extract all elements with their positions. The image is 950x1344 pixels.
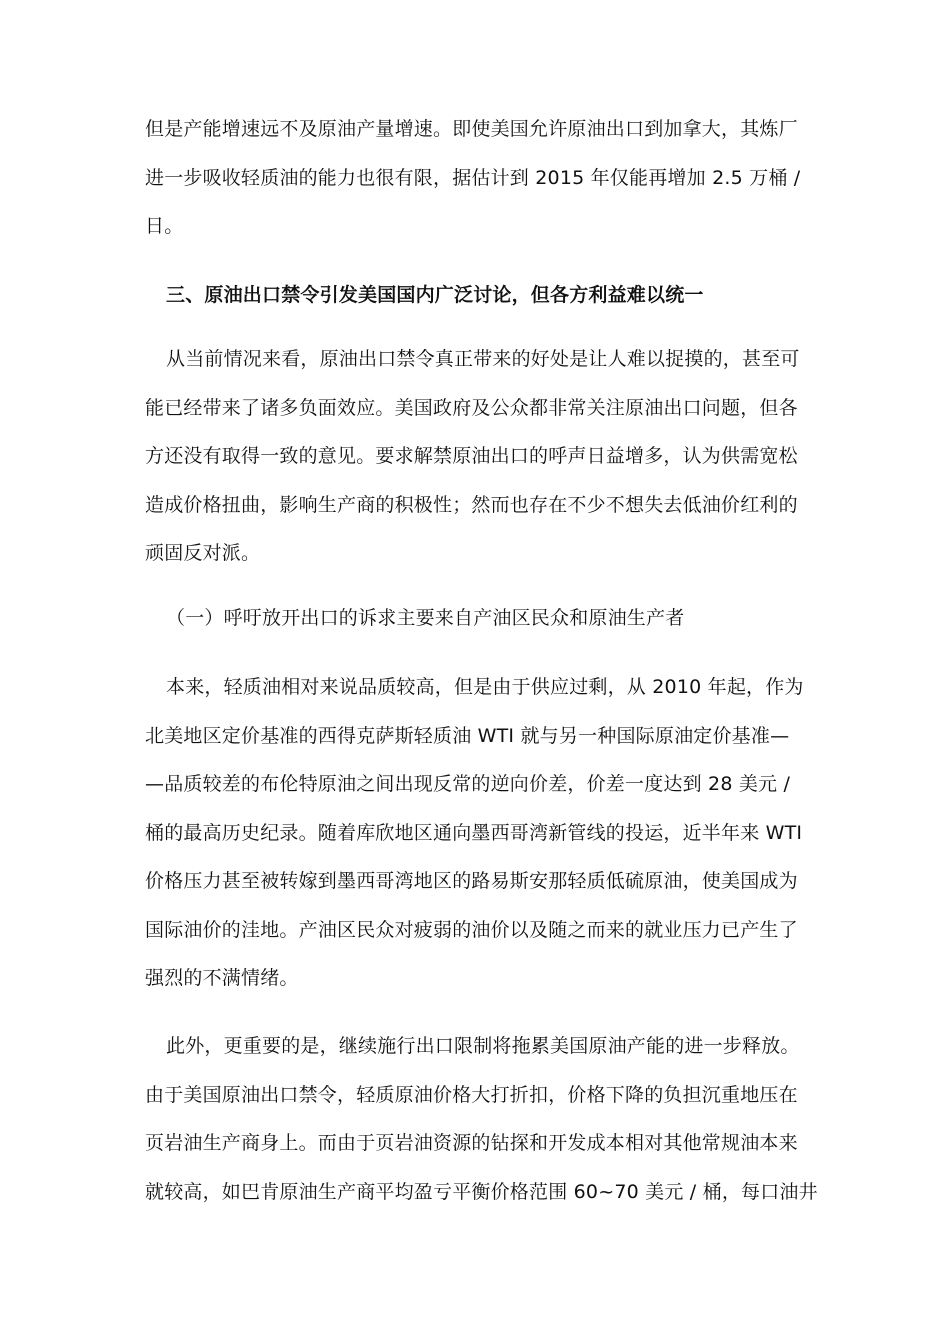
paragraph-line: 此外，更重要的是，继续施行出口限制将拖累美国原油产能的进一步释放。 bbox=[166, 1035, 800, 1057]
paragraph-line: —品质较差的布伦特原油之间出现反常的逆向价差，价差一度达到 28 美元 / bbox=[145, 773, 791, 795]
paragraph-line: 但是产能增速远不及原油产量增速。即使美国允许原油出口到加拿大，其炼厂 bbox=[145, 118, 798, 140]
paragraph-line: 由于美国原油出口禁令，轻质原油价格大打折扣，价格下降的负担沉重地压在 bbox=[145, 1084, 798, 1106]
paragraph-line: 就较高，如巴肯原油生产商平均盈亏平衡价格范围 60~70 美元 / 桶，每口油井 bbox=[145, 1181, 818, 1203]
section-heading: 三、原油出口禁令引发美国国内广泛讨论，但各方利益难以统一 bbox=[166, 284, 704, 306]
paragraph-line: 进一步吸收轻质油的能力也很有限，据估计到 2015 年仅能再增加 2.5 万桶 / bbox=[145, 167, 801, 189]
paragraph-line: 桶的最高历史纪录。随着库欣地区通向墨西哥湾新管线的投运，近半年来 WTI bbox=[145, 822, 803, 844]
paragraph-line: 日。 bbox=[145, 215, 184, 237]
paragraph-line: 价格压力甚至被转嫁到墨西哥湾地区的路易斯安那轻质低硫原油，使美国成为 bbox=[145, 870, 798, 892]
paragraph-line: 方还没有取得一致的意见。要求解禁原油出口的呼声日益增多，认为供需宽松 bbox=[145, 445, 798, 467]
paragraph-line: 能已经带来了诸多负面效应。美国政府及公众都非常关注原油出口问题，但各 bbox=[145, 397, 798, 419]
paragraph-line: 顽固反对派。 bbox=[145, 542, 261, 564]
paragraph-line: 强烈的不满情绪。 bbox=[145, 967, 299, 989]
paragraph-line: 造成价格扭曲，影响生产商的积极性；然而也存在不少不想失去低油价红利的 bbox=[145, 494, 798, 516]
paragraph-line: 从当前情况来看，原油出口禁令真正带来的好处是让人难以捉摸的，甚至可 bbox=[166, 348, 800, 370]
paragraph-line: 北美地区定价基准的西得克萨斯轻质油 WTI 就与另一种国际原油定价基准— bbox=[145, 725, 790, 747]
paragraph-line: 国际油价的洼地。产油区民众对疲弱的油价以及随之而来的就业压力已产生了 bbox=[145, 919, 798, 941]
paragraph-line: 本来，轻质油相对来说品质较高，但是由于供应过剩，从 2010 年起，作为 bbox=[166, 676, 804, 698]
paragraph-line: 页岩油生产商身上。而由于页岩油资源的钻探和开发成本相对其他常规油本来 bbox=[145, 1132, 798, 1154]
subsection-heading: （一）呼吁放开出口的诉求主要来自产油区民众和原油生产者 bbox=[166, 607, 685, 629]
